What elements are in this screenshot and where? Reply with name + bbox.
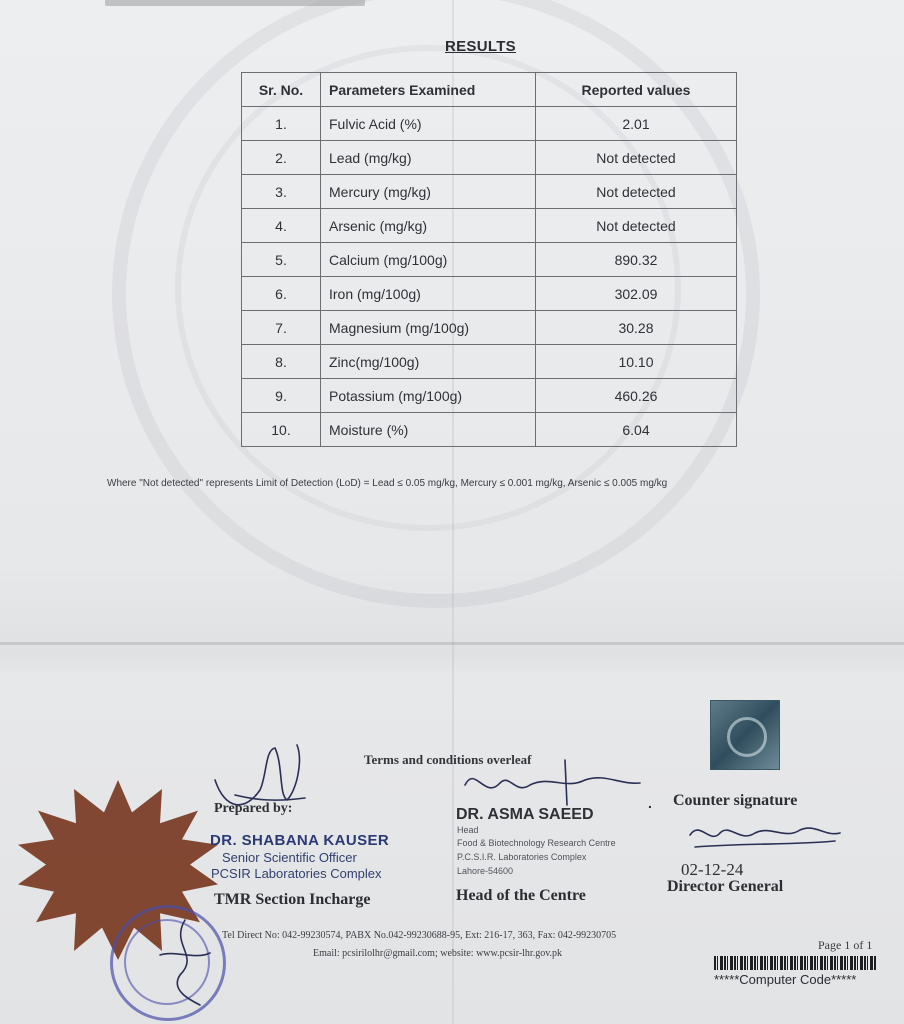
cell-parameter: Mercury (mg/kg) bbox=[321, 175, 536, 209]
results-title: RESULTS bbox=[445, 38, 516, 55]
cell-sr: 9. bbox=[242, 379, 321, 413]
cell-sr: 7. bbox=[242, 311, 321, 345]
prepared-label: Prepared by: bbox=[214, 801, 293, 816]
cell-sr: 1. bbox=[242, 107, 321, 141]
cell-value: 2.01 bbox=[536, 107, 737, 141]
terms-text: Terms and conditions overleaf bbox=[364, 752, 532, 767]
computer-code: *****Computer Code***** bbox=[714, 972, 857, 987]
table-row bbox=[242, 379, 737, 413]
cell-value: 30.28 bbox=[536, 311, 737, 345]
cell-sr: 10. bbox=[242, 413, 321, 447]
contact-line2: Email: pcsirilolhr@gmail.com; website: www.pcsir-lhr.gov.pk bbox=[313, 948, 563, 959]
signature-counter bbox=[685, 815, 845, 855]
cell-value: Not detected bbox=[536, 175, 737, 209]
head-date-mark: . bbox=[648, 795, 652, 811]
cell-parameter: Moisture (%) bbox=[321, 413, 536, 447]
head-name: DR. ASMA SAEED bbox=[456, 806, 594, 823]
header-sr-no: Sr. No. bbox=[242, 73, 321, 107]
head-line4: Lahore-54600 bbox=[457, 866, 514, 876]
prepared-org: PCSIR Laboratories Complex bbox=[211, 866, 382, 881]
cell-parameter: Calcium (mg/100g) bbox=[321, 243, 536, 277]
hologram-seal-icon bbox=[710, 700, 780, 770]
cell-sr: 4. bbox=[242, 209, 321, 243]
table-row bbox=[242, 243, 737, 277]
cell-sr: 6. bbox=[242, 277, 321, 311]
director-general-label: Director General bbox=[667, 878, 784, 895]
head-line2: Food & Biotechnology Research Centre bbox=[457, 838, 616, 848]
cell-value: 10.10 bbox=[536, 345, 737, 379]
cell-value: 302.09 bbox=[536, 277, 737, 311]
head-line3: P.C.S.I.R. Laboratories Complex bbox=[457, 852, 587, 862]
table-row bbox=[242, 209, 737, 243]
header-parameters: Parameters Examined bbox=[321, 73, 536, 107]
cell-sr: 2. bbox=[242, 141, 321, 175]
table-row bbox=[242, 175, 737, 209]
table-row bbox=[242, 311, 737, 345]
head-caption: Head of the Centre bbox=[456, 887, 586, 904]
table-row bbox=[242, 345, 737, 379]
cell-value: Not detected bbox=[536, 209, 737, 243]
cell-sr: 5. bbox=[242, 243, 321, 277]
cell-value: 6.04 bbox=[536, 413, 737, 447]
prepared-title: Senior Scientific Officer bbox=[222, 850, 357, 865]
table-row bbox=[242, 413, 737, 447]
contact-line1: Tel Direct No: 042-99230574, PABX No.042-99230688-95, Ext: 216-17, 363, Fax: 042-99230705 bbox=[222, 930, 617, 941]
barcode-icon bbox=[714, 956, 876, 970]
counter-signature-label: Counter signature bbox=[673, 792, 798, 809]
table-row bbox=[242, 107, 737, 141]
cell-value: 890.32 bbox=[536, 243, 737, 277]
cell-parameter: Lead (mg/kg) bbox=[321, 141, 536, 175]
results-table bbox=[241, 72, 737, 447]
cell-sr: 8. bbox=[242, 345, 321, 379]
prepared-name: DR. SHABANA KAUSER bbox=[210, 832, 390, 849]
cell-parameter: Iron (mg/100g) bbox=[321, 277, 536, 311]
hologram-ring-icon bbox=[727, 717, 767, 757]
cell-parameter: Arsenic (mg/kg) bbox=[321, 209, 536, 243]
header-reported-values: Reported values bbox=[536, 73, 737, 107]
counter-date: 02-12-24 bbox=[681, 860, 744, 879]
cell-sr: 3. bbox=[242, 175, 321, 209]
signature-stamp bbox=[150, 915, 220, 1010]
cell-parameter: Zinc(mg/100g) bbox=[321, 345, 536, 379]
head-line1: Head bbox=[457, 825, 479, 835]
cell-value: 460.26 bbox=[536, 379, 737, 413]
table-row bbox=[242, 277, 737, 311]
table-row bbox=[242, 141, 737, 175]
cell-parameter: Fulvic Acid (%) bbox=[321, 107, 536, 141]
cell-parameter: Magnesium (mg/100g) bbox=[321, 311, 536, 345]
table-header-row bbox=[242, 73, 737, 107]
cell-parameter: Potassium (mg/100g) bbox=[321, 379, 536, 413]
page-number: Page 1 of 1 bbox=[818, 938, 873, 952]
cell-value: Not detected bbox=[536, 141, 737, 175]
prepared-role: TMR Section Incharge bbox=[214, 891, 371, 908]
lod-note: Where "Not detected" represents Limit of Detection (LoD) = Lead ≤ 0.05 mg/kg, Mercury ≤ 0.001 mg/kg, Arsenic ≤ 0.005 mg/kg bbox=[107, 478, 668, 489]
